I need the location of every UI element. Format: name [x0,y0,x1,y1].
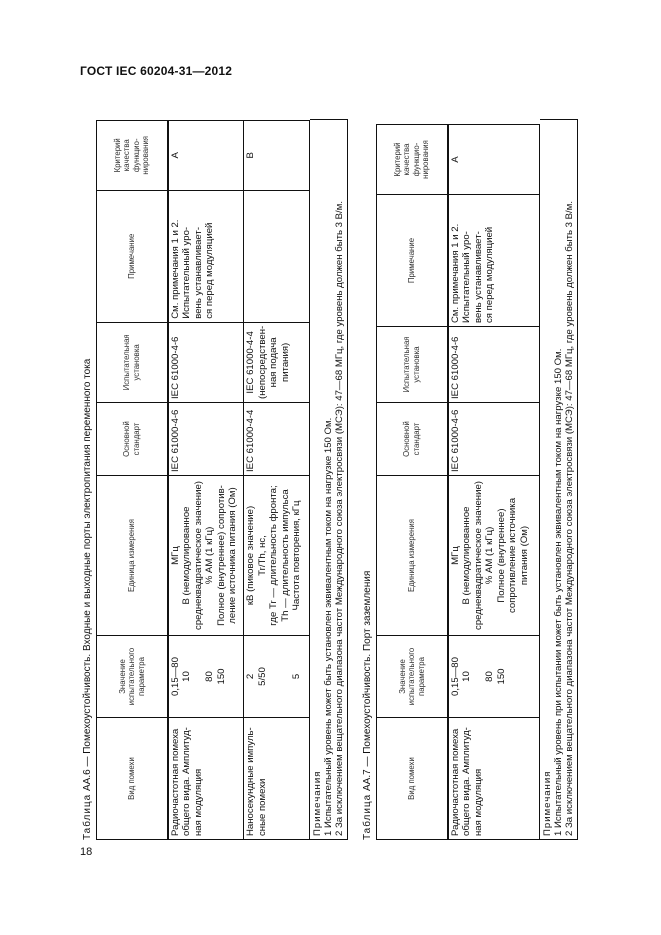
col-value-header: Значение испытательного параметра [377,636,448,718]
cell-standard: IEC 61000-4-4 [244,403,310,476]
col-type-header: Вид помехи [97,718,168,840]
col-setup-header: Испытательная установка [97,322,168,402]
col-unit-header: Единица измерения [377,476,448,636]
rotated-content [80,80,600,840]
cell-type: Наносекундные импуль- сные помехи [244,718,310,840]
col-value-header: Значение испытательного параметра [97,636,168,718]
document-header: ГОСТ IEC 60204-31—2012 [80,64,233,78]
cell-value: 0,15—80 10 80 150 [168,636,244,718]
cell-setup: IEC 61000-4-4 (непосредствен- ная подача питания) [244,322,310,402]
cell-criterion: А [168,120,244,190]
col-type-header: Вид помехи [377,718,448,840]
cell-criterion: В [244,120,310,190]
cell-criterion: А [448,125,540,195]
cell-unit: МГц В (немодулированное среднеквадратическое значение) % АМ (1 кГц) Полное (внутреннее) сопротивление источника питания (Ом) [448,476,540,636]
table-aa7-block [362,119,578,840]
col-note-header: Примечание [377,195,448,327]
col-standard-header: Основной стандарт [377,403,448,476]
page-number: 18 [80,846,93,858]
table-aa7-caption: Таблица АА.7 — Помехоустойчивость. Порт заземления [362,570,373,840]
cell-setup: IEC 61000-4-6 [448,327,540,403]
col-setup-header: Испытательная установка [377,327,448,403]
table-aa7-header-row [377,125,448,840]
col-criterion-header: Критерий качества функцио-нирования [377,125,448,195]
cell-unit: МГц В (немодулированное среднеквадратическое значение) % АМ (1 кГц) Полное (внутреннее) сопротив- ление источника питания (Ом) [168,476,244,636]
cell-note: См. примечания 1 и 2. Испытательный уро- вень устанавливает- ся перед модуляцией [168,190,244,322]
cell-note [244,190,310,322]
table-row [168,120,244,839]
table-aa6-header-row [97,120,168,839]
table-row [448,125,540,840]
table-aa6 [96,120,310,840]
table-aa7-notes: Примечания 1 Испытательный уровень при испытании может быть установлен эквивалентным током на нагрузке 150 Ом. 2 За исключением вещательного диапазона частот Международного союза электросвязи (МСЭ): 47—68 МГц, где уровень должен быть 3 В/м. [540,119,578,840]
table-aa6-caption: Таблица АА.6 — Помехоустойчивость. Входные и выходные порты электропитания переменного тока [82,358,93,840]
col-note-header: Примечание [97,190,168,322]
col-standard-header: Основной стандарт [97,403,168,476]
cell-unit: кВ (пиковое значение) Tr/Th, нс, где Tr — длительность фронта; Th — длительность импульса Частота повторения, кГц [244,476,310,636]
cell-type: Радиочастотная помеха общего вида. Амплитуд- ная модуляция [448,718,540,840]
cell-value: 2 5/50 5 [244,636,310,718]
table-row [244,120,310,839]
col-unit-header: Единица измерения [97,476,168,636]
cell-type: Радиочастотная помеха общего вида. Амплитуд- ная модуляция [168,718,244,840]
cell-setup: IEC 61000-4-6 [168,322,244,402]
col-criterion-header: Критерий качества функцио-нирования [97,120,168,190]
table-aa6-notes: Примечания 1 Испытательный уровень может быть установлен эквивалентным током на нагрузке 150 Ом. 2 За исключением вещательного диапазона частот Международного союза электросвязи (МСЭ): 47—68 МГц, где уровень должен быть 3 В/м. [310,119,348,840]
table-aa6-block [82,119,348,840]
cell-standard: IEC 61000-4-6 [168,403,244,476]
cell-note: См. примечания 1 и 2. Испытательный уро- вень устанавливает- ся перед модуляцией [448,195,540,327]
table-aa7 [376,124,540,840]
cell-value: 0,15—80 10 80 150 [448,636,540,718]
cell-standard: IEC 61000-4-6 [448,403,540,476]
